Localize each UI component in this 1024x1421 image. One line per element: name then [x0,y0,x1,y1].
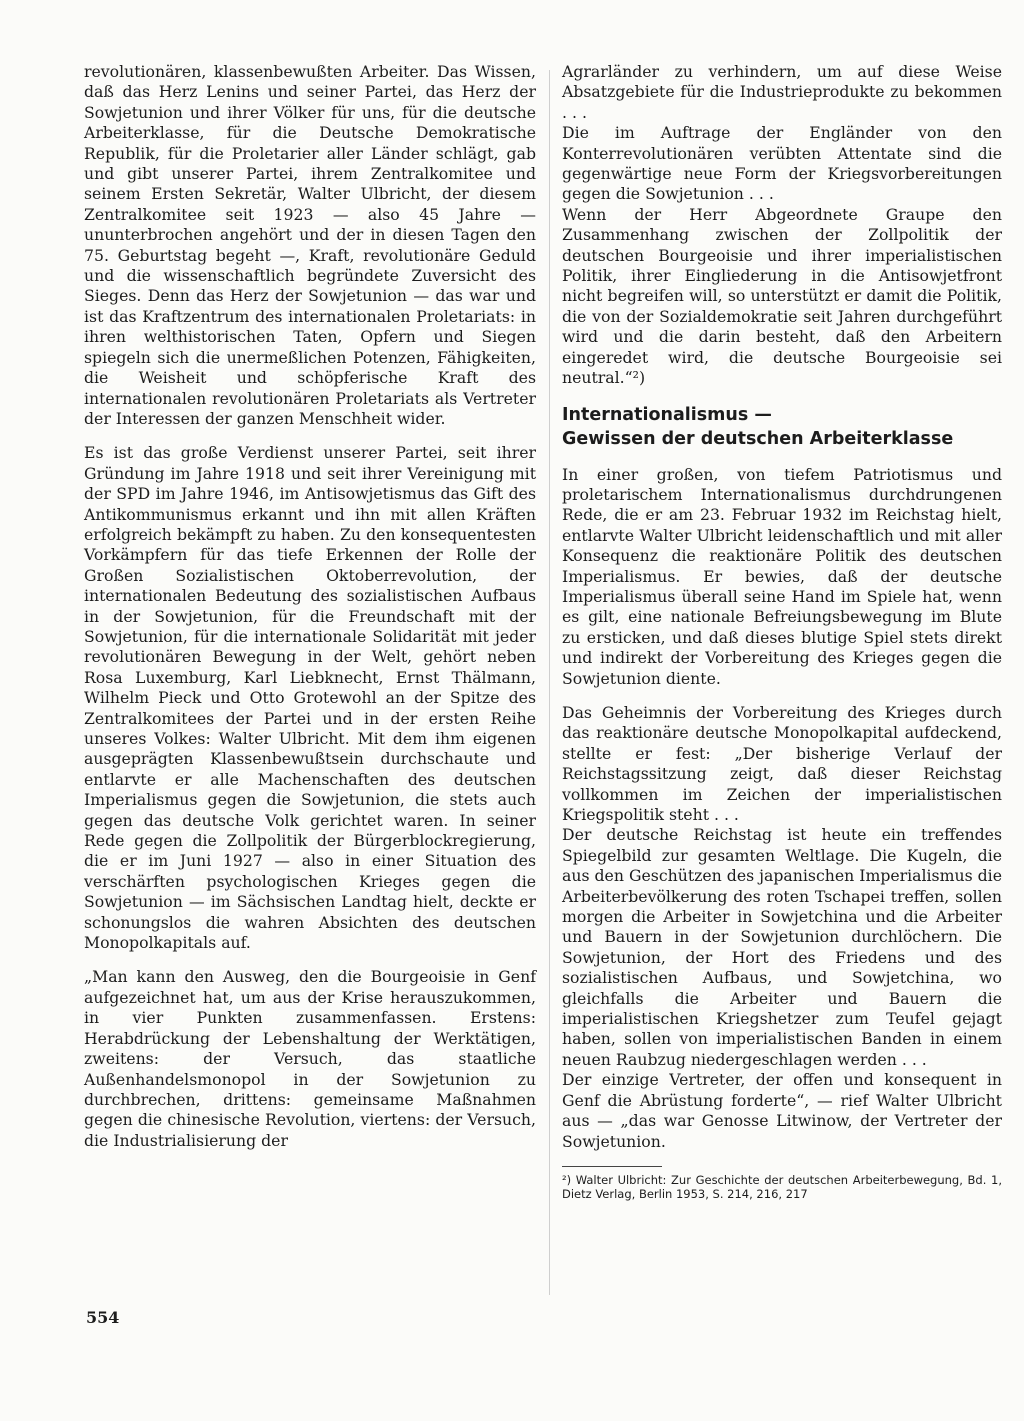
paragraph: Das Geheimnis der Vorbereitung des Krieges durch das reaktionäre deutsche Monopolkapital aufdeckend, stellte er fest: „Der bisherige Verlauf der Reichstagssitzung zeigt, daß dieser Reichstag vollkommen im Zeichen der imperialistischen Kriegspolitik steht . . . [562,702,1002,824]
left-column [84,62,536,1165]
footnote-divider [562,1166,662,1167]
quote-paragraph: Der einzige Vertreter, der offen und konsequent in Genf die Abrüstung forderte“, — rief Walter Ulbricht aus — „das war Genosse Litwinow, der Vertreter der Sowjetunion. [562,1070,1002,1151]
quote-paragraph: Agrarländer zu verhindern, um auf diese Weise Absatzgebiete für die Industrieprodukte zu bekommen . . . [562,62,1002,122]
quote-paragraph: „Man kann den Ausweg, den die Bourgeoisie in Genf aufgezeichnet hat, um aus der Krise herauszukommen, in vier Punkten zusammenfassen. Erstens: Herabdrückung der Lebenshaltung der Werktätigen, zweitens: der Versuch, das staatliche Außenhandelsmonopol in der Sowjetunion zu durchbrechen, drittens: gemeinsame Maßnahmen gegen die chinesische Revolution, viertens: der Versuch, die Industrialisierung der [84,967,536,1150]
section-heading-line: Gewissen der deutschen Arbeiterklasse [562,428,954,449]
footnote: ²) Walter Ulbricht: Zur Geschichte der deutschen Arbeiterbewegung, Bd. 1, Dietz Verlag, Berlin 1953, S. 214, 216, 217 [562,1172,1002,1201]
paragraph: In einer großen, von tiefem Patriotismus und proletarischem Internationalismus durchdrungenen Rede, die er am 23. Februar 1932 im Reichstag hielt, entlarvte Walter Ulbricht leidenschaftlich und mit aller Konsequenz die reaktionäre Politik des deutschen Imperialismus. Er bewies, daß der deutsche Imperialismus überall seine Hand im Spiele hat, wenn es gilt, eine nationale Befreiungsbewegung im Blute zu ersticken, und daß dieses blutige Spiel stets direkt und indirekt der Vorbereitung des Krieges gegen die Sowjetunion diente. [562,464,1002,688]
section-heading [562,403,1002,451]
paragraph: Es ist das große Verdienst unserer Partei, seit ihrer Gründung im Jahre 1918 und seit ihrer Vereinigung mit der SPD im Jahre 1946, im Antisowjetismus das Gift des Antikommunismus erkannt und ihn mit allen Kräften erfolgreich bekämpft zu haben. Zu den konsequentesten Vorkämpfern für das tiefe Erkennen der Rolle der Großen Sozialistischen Oktoberrevolution, der internationalen Bedeutung des sozialistischen Aufbaus in der Sowjetunion, für die Freundschaft mit der Sowjetunion, für die internationale Solidarität mit jeder revolutionären Bewegung in der Welt, gehört neben Rosa Luxemburg, Karl Liebknecht, Ernst Thälmann, Wilhelm Pieck und Otto Grotewohl an der Spitze des Zentralkomitees der Partei und in der ersten Reihe unseres Volkes: Walter Ulbricht. Mit dem ihm eigenen ausgeprägten Klassenbewußtsein durchschaute und entlarvte er alle Machenschaften des deutschen Imperialismus gegen die Sowjetunion, die stets auch gegen das deutsche Volk gerichtet waren. In seiner Rede gegen die Zollpolitik der Bürgerblockregierung, die er im Juni 1927 — also in einer Situation des verschärften psychologischen Krieges gegen die Sowjetunion — im Sächsischen Landtag hielt, deckte er schonungslos die wahren Absichten des deutschen Monopolkapitals auf. [84,443,536,953]
quote-paragraph: Der deutsche Reichstag ist heute ein treffendes Spiegelbild zur gesamten Weltlage. Die Kugeln, die aus den Geschützen des japanischen Imperialismus die Arbeiterbevölkerung des roten Tschapei treffen, sollen morgen die Arbeiter in Sowjetchina und die Arbeiter und Bauern in der Sowjetunion durchlöchern. Die Sowjetunion, der Hort des Friedens und des sozialistischen Aufbaus, und Sowjetchina, wo gleichfalls die Arbeiter und Bauern die imperialistischen Kriegshetzer zum Teufel gejagt haben, sollen von imperialistischen Banden in einem neuen Raubzug niedergeschlagen werden . . . [562,825,1002,1069]
right-column [562,62,1002,1201]
page-number: 554 [86,1308,120,1327]
quote-paragraph: Die im Auftrage der Engländer von den Konterrevolutionären verübten Attentate sind die gegenwärtige neue Form der Kriegsvorbereitungen gegen die Sowjetunion . . . [562,123,1002,204]
column-divider [549,70,550,1295]
quote-paragraph: Wenn der Herr Abgeordnete Graupe den Zusammenhang zwischen der Zollpolitik der deutschen Bourgeoisie und ihrer imperialistischen Politik, ihrer Eingliederung in die Antisowjetfront nicht begreifen will, so unterstützt er damit die Politik, die von der Sozialdemokratie seit Jahren durchgeführt wird und die darin besteht, daß den Arbeitern eingeredet wird, die deutsche Bourgeoisie sei neutral.“²) [562,204,1002,388]
section-heading-line: Internationalismus — [562,404,772,425]
paragraph: revolutionären, klassenbewußten Arbeiter. Das Wissen, daß das Herz Lenins und seiner Partei, das Herz der Sowjetunion und ihrer Völker für uns, für die deutsche Arbeiterklasse, für die Deutsche Demokratische Republik, für die Proletarier aller Länder schlägt, gab und gibt unserer Partei, ihrem Zentralkomitee und seinem Ersten Sekretär, Walter Ulbricht, der diesem Zentralkomitee seit 1923 — also 45 Jahre — ununterbrochen angehört und der in diesen Tagen den 75. Geburtstag begeht —, Kraft, revolutionäre Geduld und die wissenschaftlich begründete Zuversicht des Sieges. Denn das Herz der Sowjetunion — das war und ist das Kraftzentrum des internationalen Proletariats: in ihren welthistorischen Taten, Opfern und Siegen spiegeln sich die unermeßlichen Potenzen, Fähigkeiten, die Weisheit und schöpferische Kraft des internationalen revolutionären Proletariats als Vertreter der Interessen der ganzen Menschheit wider. [84,62,536,428]
